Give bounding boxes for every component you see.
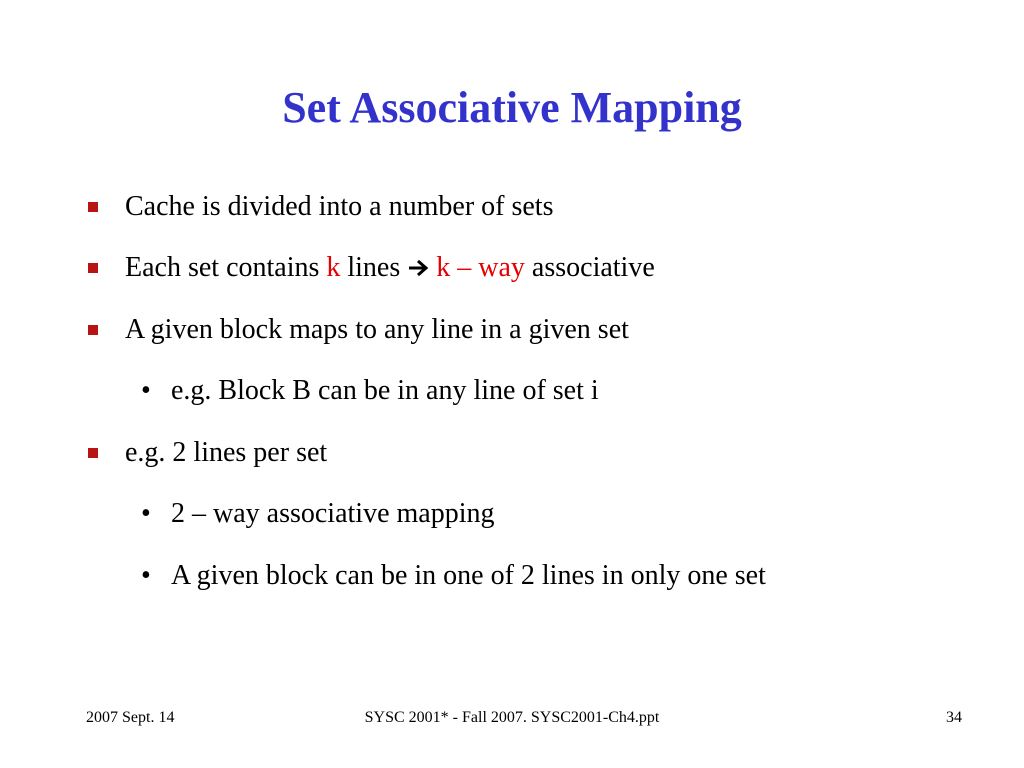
bullet-text-mid: lines (340, 252, 401, 283)
bullet-text: A given block maps to any line in a given set (125, 314, 629, 345)
square-bullet-icon (88, 202, 98, 212)
k-way-highlight: k – way (436, 252, 525, 283)
square-bullet-icon (88, 263, 98, 273)
dot-bullet-icon: • (141, 560, 151, 591)
bullet-text-pre: Each set contains (125, 252, 327, 283)
slide-title: Set Associative Mapping (282, 83, 742, 132)
footer-date: 2007 Sept. 14 (86, 709, 175, 726)
footer-page-number: 34 (946, 709, 962, 726)
dot-bullet-icon: • (141, 498, 151, 529)
right-arrow-icon (408, 259, 430, 277)
sub-bullet-text: e.g. Block B can be in any line of set i (171, 375, 599, 406)
footer-course: SYSC 2001* - Fall 2007. SYSC2001-Ch4.ppt (364, 709, 660, 726)
sub-bullet-text: 2 – way associative mapping (171, 498, 495, 529)
bullet-text: Cache is divided into a number of sets (125, 191, 554, 222)
square-bullet-icon (88, 325, 98, 335)
square-bullet-icon (88, 448, 98, 458)
bullet-text: e.g. 2 lines per set (125, 437, 328, 468)
bullet-text-post: associative (524, 252, 655, 283)
bullet-text (125, 251, 655, 285)
dot-bullet-icon: • (141, 375, 151, 406)
k-highlight: k (326, 252, 341, 283)
sub-bullet-text: A given block can be in one of 2 lines in only one set (171, 560, 766, 591)
